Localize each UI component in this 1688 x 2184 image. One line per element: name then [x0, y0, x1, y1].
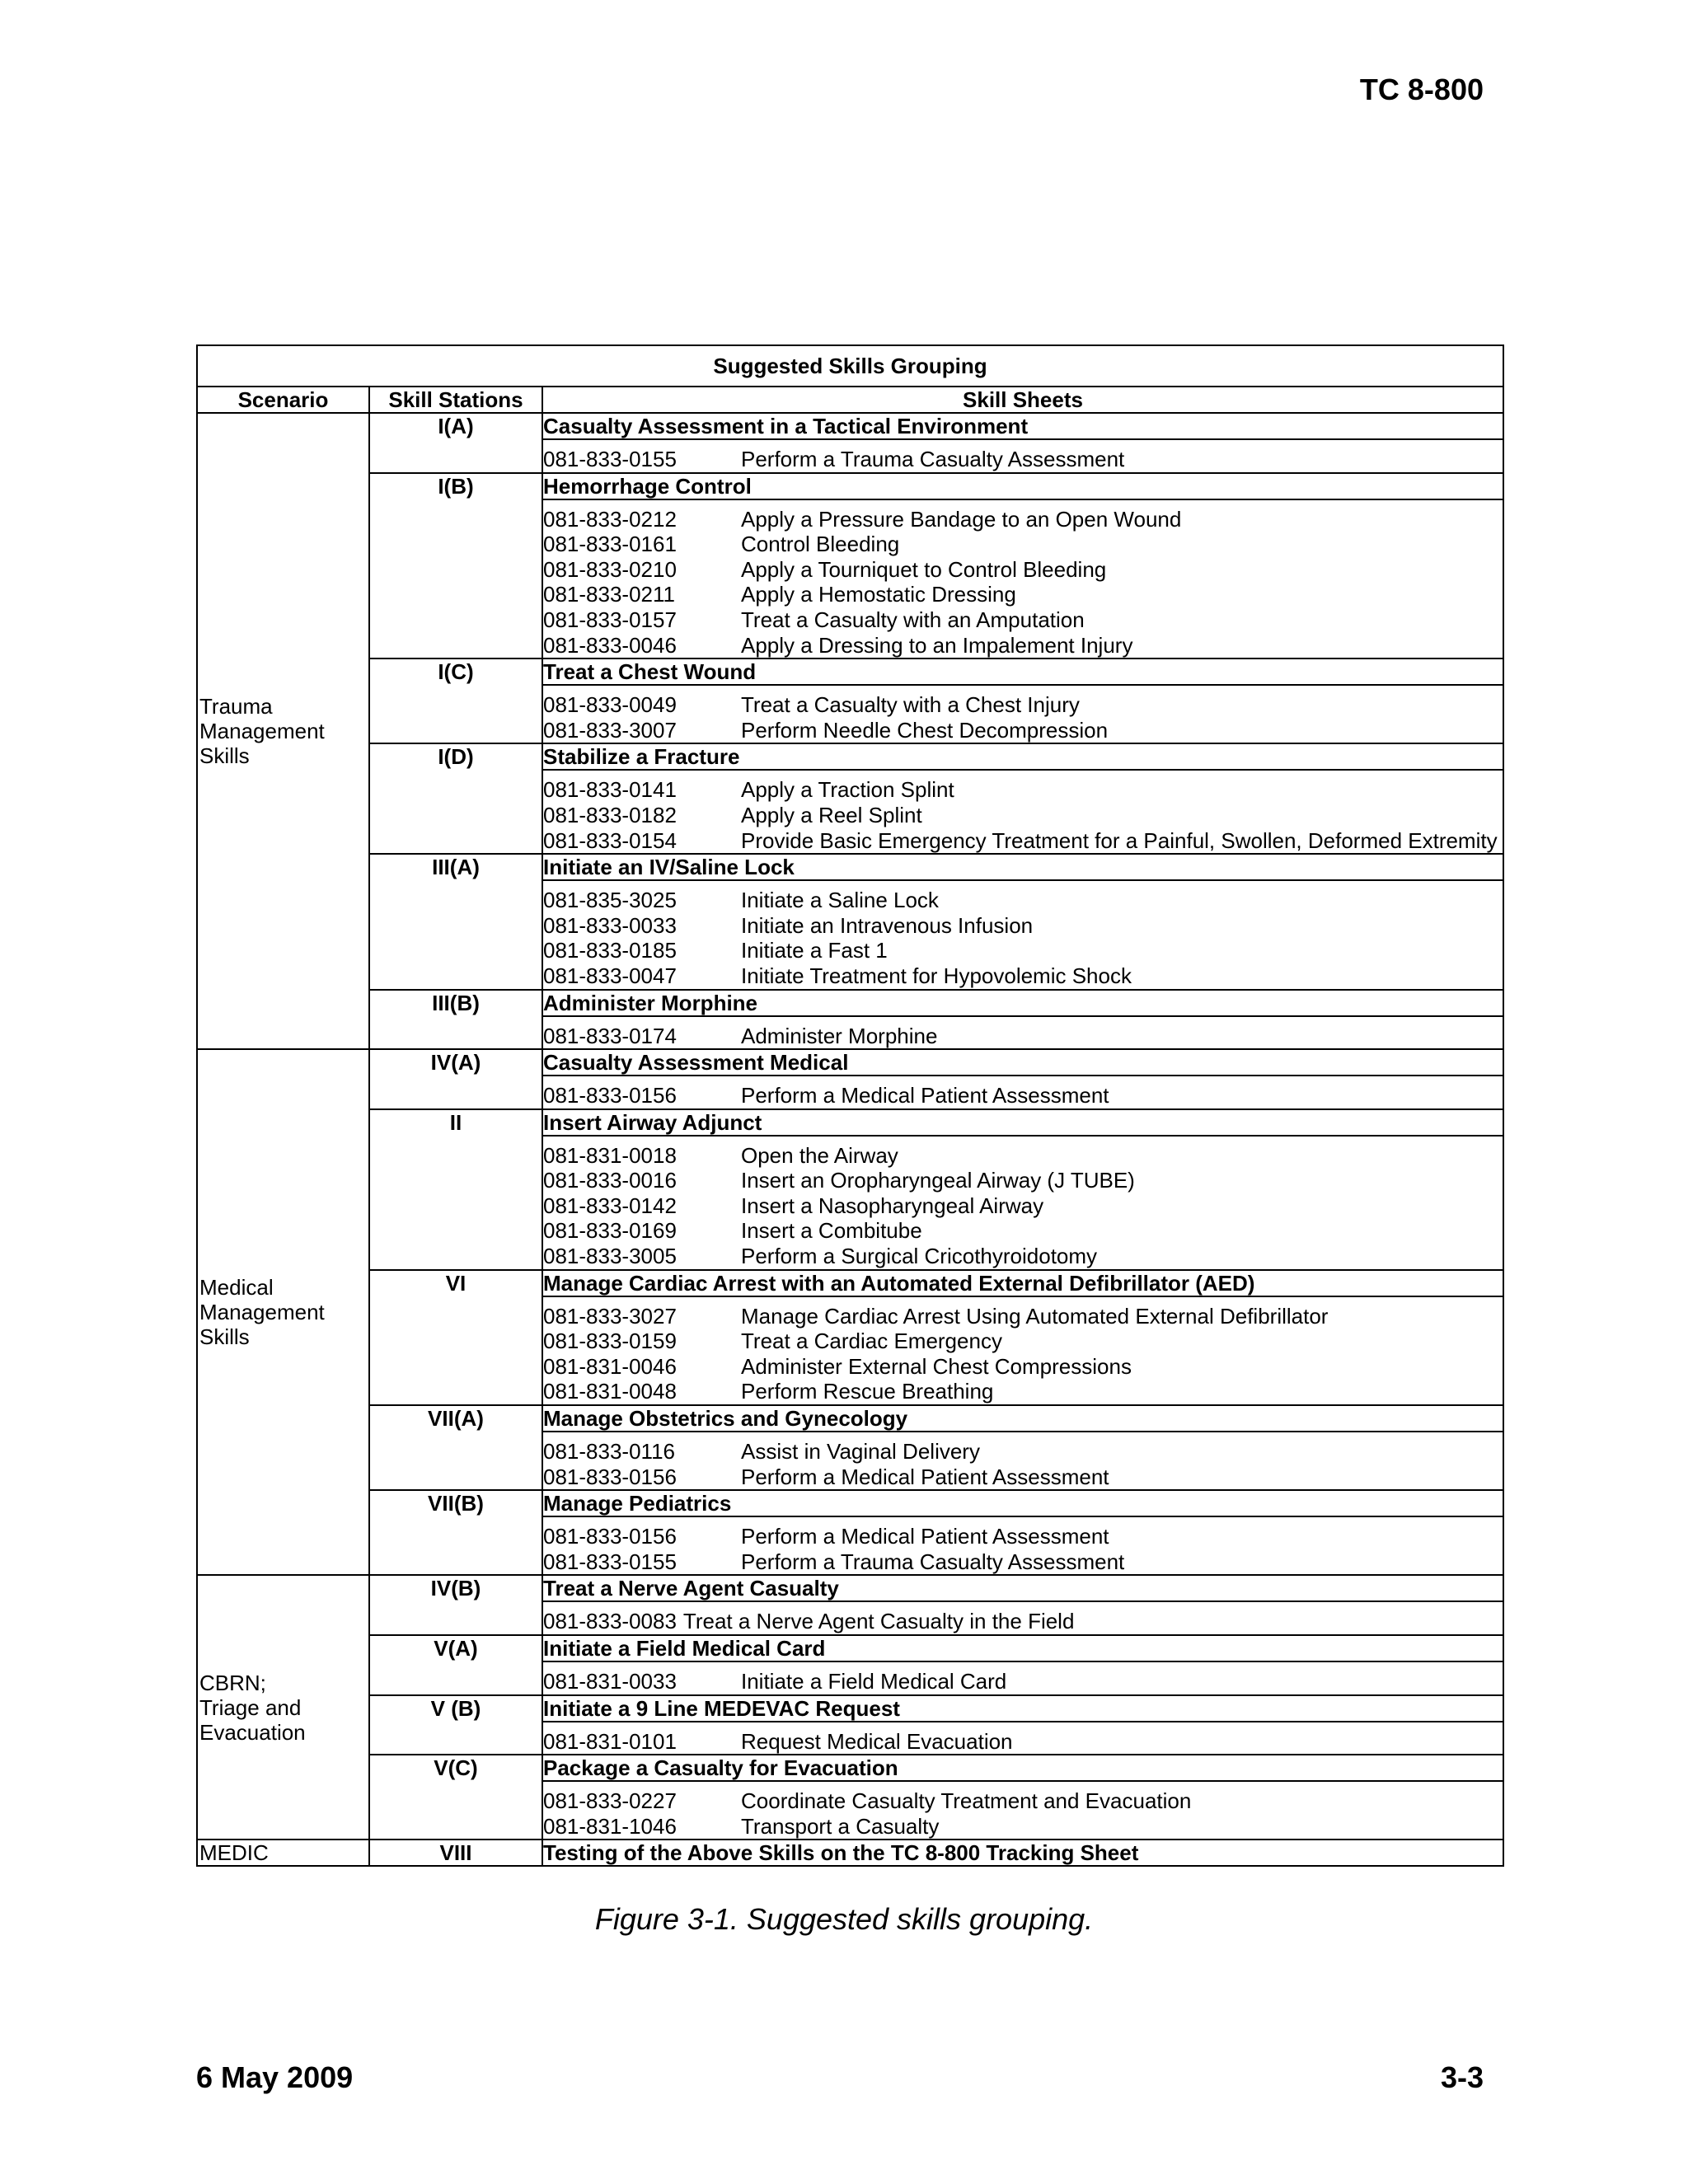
- skill-sheets-cell: [542, 1516, 1503, 1575]
- skill-sheet-item: [543, 1024, 1503, 1049]
- skill-sheet-code: 081-833-0116: [543, 1439, 675, 1465]
- skill-sheet-title: Insert a Combitube: [741, 1218, 922, 1244]
- skill-station-id: III(A): [369, 854, 542, 989]
- skill-sheet-item: [543, 888, 1503, 913]
- skill-sheets-cell: [542, 1136, 1503, 1270]
- skill-group-title: Casualty Assessment Medical: [542, 1049, 1503, 1076]
- skill-station-id: II: [369, 1109, 542, 1270]
- skill-sheet-code: 081-833-0046: [543, 632, 677, 658]
- skill-group-title: Manage Pediatrics: [542, 1490, 1503, 1516]
- skill-sheet-title: Perform a Medical Patient Assessment: [741, 1464, 1109, 1489]
- skill-sheet-title: Apply a Pressure Bandage to an Open Wound: [741, 506, 1182, 532]
- skill-sheet-code: 081-831-0046: [543, 1353, 677, 1379]
- skill-sheet-code: 081-835-3025: [543, 888, 677, 913]
- skill-sheets-cell: [542, 880, 1503, 989]
- skill-group-title: Administer Morphine: [542, 990, 1503, 1016]
- skill-sheet-title: Perform Needle Chest Decompression: [741, 717, 1109, 743]
- skill-sheet-code: 081-833-0141: [543, 777, 677, 803]
- skill-sheet-code: 081-833-0049: [543, 692, 677, 718]
- skill-sheet-code: 081-833-0182: [543, 802, 677, 827]
- skill-station-id: V(A): [369, 1635, 542, 1695]
- skill-sheet-title: Perform a Trauma Casualty Assessment: [741, 1549, 1125, 1574]
- page-number: 3-3: [1440, 2060, 1484, 2094]
- skill-sheet-item: [543, 532, 1503, 557]
- station-title-row: [197, 1405, 1503, 1432]
- column-header-row: [197, 387, 1503, 413]
- skill-sheet-item: [543, 1729, 1503, 1755]
- column-header-scenario: Scenario: [197, 387, 369, 413]
- skill-sheet-title: Initiate a Fast 1: [741, 938, 888, 963]
- skill-sheet-code: 081-833-3007: [543, 717, 677, 743]
- skill-sheet-title: Initiate Treatment for Hypovolemic Shock: [741, 963, 1132, 988]
- skill-sheet-title: Apply a Dressing to an Impalement Injury: [741, 632, 1133, 658]
- skill-sheet-title: Apply a Reel Splint: [741, 802, 922, 827]
- skill-sheet-code: 081-833-3005: [543, 1244, 677, 1269]
- skill-sheet-title: Transport a Casualty: [741, 1813, 940, 1839]
- skill-sheets-cell: [542, 685, 1503, 743]
- station-title-row: [197, 854, 1503, 880]
- column-header-skill-stations: Skill Stations: [369, 387, 542, 413]
- skill-sheet-code: 081-831-0101: [543, 1728, 677, 1754]
- skill-sheet-title: Provide Basic Emergency Treatment for a Painful, Swollen, Deformed Extremity: [741, 827, 1498, 853]
- skill-sheet-item: [543, 1609, 1503, 1634]
- skill-sheet-code: 081-833-0156: [543, 1524, 677, 1549]
- skill-sheet-title: Treat a Nerve Agent Casualty in the Field: [682, 1609, 1075, 1634]
- skill-sheet-code: 081-833-0142: [543, 1193, 677, 1218]
- skill-sheet-title: Treat a Casualty with an Amputation: [741, 607, 1085, 632]
- skill-station-id: V(C): [369, 1755, 542, 1840]
- skill-group-title: Treat a Nerve Agent Casualty: [542, 1575, 1503, 1601]
- skill-sheet-code: 081-833-0156: [543, 1083, 677, 1108]
- station-title-row: [197, 1755, 1503, 1781]
- skill-station-id: IV(B): [369, 1575, 542, 1635]
- skill-sheet-item: [543, 447, 1503, 472]
- skill-sheet-item: [543, 692, 1503, 718]
- scenario-cell: Medical Management Skills: [197, 1049, 369, 1575]
- skill-sheets-cell: [542, 1601, 1503, 1635]
- skill-station-id: VII(B): [369, 1490, 542, 1575]
- skill-station-id: I(A): [369, 413, 542, 473]
- skill-sheet-code: 081-833-0033: [543, 912, 677, 938]
- station-title-row: [197, 1109, 1503, 1136]
- station-title-row: [197, 473, 1503, 499]
- table-caption: Suggested Skills Grouping: [197, 345, 1503, 387]
- skill-group-title: Manage Cardiac Arrest with an Automated External Defibrillator (AED): [542, 1270, 1503, 1296]
- skill-sheet-code: 081-833-0185: [543, 938, 677, 963]
- skill-sheet-title: Manage Cardiac Arrest Using Automated External Defibrillator: [741, 1303, 1329, 1329]
- skill-sheet-item: [543, 1083, 1503, 1108]
- skill-sheet-code: 081-833-0212: [543, 506, 677, 532]
- skill-sheet-code: 081-831-0033: [543, 1669, 677, 1694]
- skill-sheets-cell: [542, 1296, 1503, 1405]
- skill-sheet-title: Perform Rescue Breathing: [741, 1379, 994, 1404]
- skill-sheet-code: 081-833-0047: [543, 963, 677, 988]
- skill-sheet-item: [543, 1379, 1503, 1404]
- skill-sheet-code: 081-833-0174: [543, 1023, 677, 1048]
- skill-group-title: Casualty Assessment in a Tactical Environment: [542, 413, 1503, 439]
- skill-sheet-title: Insert a Nasopharyngeal Airway: [741, 1193, 1044, 1218]
- skill-sheet-item: [543, 963, 1503, 989]
- skill-sheet-title: Apply a Tourniquet to Control Bleeding: [741, 556, 1107, 582]
- skill-group-title: Insert Airway Adjunct: [542, 1109, 1503, 1136]
- skills-grouping-table: [196, 344, 1504, 1867]
- figure-caption: Figure 3-1. Suggested skills grouping.: [594, 1902, 1094, 1936]
- skill-group-title: Hemorrhage Control: [542, 473, 1503, 499]
- station-title-row: [197, 990, 1503, 1016]
- skill-sheet-code: 081-831-1046: [543, 1813, 677, 1839]
- skill-sheet-title: Treat a Cardiac Emergency: [741, 1329, 1002, 1354]
- skill-sheet-title: Initiate a Saline Lock: [741, 888, 939, 913]
- column-header-skill-sheets: Skill Sheets: [542, 387, 1503, 413]
- skill-station-id: I(C): [369, 658, 542, 743]
- skill-sheet-item: [543, 1814, 1503, 1840]
- skill-sheet-title: Initiate an Intravenous Infusion: [741, 912, 1034, 938]
- skill-sheet-title: Perform a Trauma Casualty Assessment: [741, 447, 1125, 471]
- skill-sheet-item: [543, 1354, 1503, 1380]
- skill-sheet-code: 081-833-3027: [543, 1303, 677, 1329]
- skill-sheet-code: 081-833-0154: [543, 827, 677, 853]
- station-title-row: [197, 1635, 1503, 1661]
- station-title-row: [197, 1270, 1503, 1296]
- station-title-row: [197, 658, 1503, 685]
- table-caption-row: [197, 345, 1503, 387]
- skill-sheets-cell: [542, 1722, 1503, 1755]
- skill-sheet-code: 081-833-0156: [543, 1464, 677, 1489]
- skill-sheet-code: 081-833-0211: [543, 582, 675, 607]
- skill-sheet-item: [543, 1439, 1503, 1465]
- skill-sheet-title: Assist in Vaginal Delivery: [741, 1439, 980, 1465]
- skill-sheet-item: [543, 1143, 1503, 1169]
- skill-sheets-cell: [542, 1781, 1503, 1840]
- scenario-cell: Trauma Management Skills: [197, 413, 369, 1049]
- skill-sheet-item: [543, 607, 1503, 633]
- skill-sheets-cell: [542, 770, 1503, 854]
- skill-sheet-code: 081-833-0210: [543, 556, 677, 582]
- skill-sheet-code: 081-833-0157: [543, 607, 677, 632]
- skill-sheet-item: [543, 1304, 1503, 1329]
- skill-sheet-code: 081-833-0155: [543, 447, 677, 471]
- skill-sheet-title: Administer Morphine: [741, 1023, 938, 1048]
- skill-sheet-item: [543, 507, 1503, 532]
- station-title-row: [197, 743, 1503, 770]
- skill-sheet-code: 081-833-0169: [543, 1218, 677, 1244]
- skill-sheet-title: Perform a Medical Patient Assessment: [741, 1083, 1109, 1108]
- skill-station-id: VII(A): [369, 1405, 542, 1490]
- skill-group-title: Testing of the Above Skills on the TC 8-800 Tracking Sheet: [542, 1840, 1503, 1866]
- skill-group-title: Treat a Chest Wound: [542, 658, 1503, 685]
- skill-sheet-code: 081-833-0083: [543, 1609, 677, 1634]
- skill-sheet-item: [543, 803, 1503, 828]
- skill-sheet-code: 081-831-0018: [543, 1142, 677, 1168]
- skill-group-title: Manage Obstetrics and Gynecology: [542, 1405, 1503, 1432]
- station-title-row: [197, 1049, 1503, 1076]
- skill-sheets-cell: [542, 1661, 1503, 1695]
- skill-group-title: Initiate an IV/Saline Lock: [542, 854, 1503, 880]
- scenario-cell: CBRN; Triage and Evacuation: [197, 1575, 369, 1840]
- skill-sheets-cell: [542, 439, 1503, 473]
- skill-sheet-title: Request Medical Evacuation: [741, 1728, 1013, 1754]
- skill-station-id: VI: [369, 1270, 542, 1405]
- skill-sheet-title: Coordinate Casualty Treatment and Evacuation: [741, 1788, 1192, 1814]
- skill-sheet-item: [543, 1218, 1503, 1244]
- skill-group-title: Package a Casualty for Evacuation: [542, 1755, 1503, 1781]
- skill-station-id: I(D): [369, 743, 542, 854]
- skill-sheet-title: Control Bleeding: [741, 532, 900, 557]
- skill-station-id: III(B): [369, 990, 542, 1050]
- skill-group-title: Stabilize a Fracture: [542, 743, 1503, 770]
- skill-group-title: Initiate a 9 Line MEDEVAC Request: [542, 1695, 1503, 1722]
- skill-sheet-item: [543, 1669, 1503, 1694]
- scenario-cell: MEDIC: [197, 1840, 369, 1866]
- skill-sheet-title: Perform a Medical Patient Assessment: [741, 1524, 1109, 1549]
- skill-sheet-title: Administer External Chest Compressions: [741, 1353, 1132, 1379]
- skill-sheet-item: [543, 1524, 1503, 1549]
- skill-sheet-item: [543, 1168, 1503, 1193]
- skill-sheet-item: [543, 633, 1503, 658]
- document-id: TC 8-800: [1359, 73, 1484, 106]
- station-title-row: [197, 1840, 1503, 1866]
- skill-sheet-title: Initiate a Field Medical Card: [741, 1669, 1007, 1694]
- station-title-row: [197, 1490, 1503, 1516]
- skill-sheet-item: [543, 913, 1503, 939]
- skill-sheet-code: 081-831-0048: [543, 1379, 677, 1404]
- skill-sheet-title: Apply a Hemostatic Dressing: [741, 582, 1016, 607]
- skill-sheet-item: [543, 718, 1503, 743]
- skill-sheet-item: [543, 938, 1503, 963]
- skill-sheet-title: Perform a Surgical Cricothyroidotomy: [741, 1244, 1098, 1269]
- skill-sheet-title: Apply a Traction Splint: [741, 777, 954, 803]
- station-title-row: [197, 1575, 1503, 1601]
- skill-sheet-item: [543, 777, 1503, 803]
- skill-sheet-title: Treat a Casualty with a Chest Injury: [741, 692, 1080, 718]
- skill-sheet-code: 081-833-0227: [543, 1788, 677, 1814]
- skill-sheet-item: [543, 1549, 1503, 1575]
- skill-sheet-title: Open the Airway: [741, 1142, 898, 1168]
- skill-sheet-title: Insert an Oropharyngeal Airway (J TUBE): [741, 1168, 1135, 1193]
- skill-sheet-code: 081-833-0161: [543, 532, 677, 557]
- skill-sheet-item: [543, 1244, 1503, 1269]
- skill-sheet-item: [543, 1193, 1503, 1219]
- skill-sheet-item: [543, 557, 1503, 583]
- skill-sheet-item: [543, 1788, 1503, 1814]
- page-date: 6 May 2009: [196, 2060, 354, 2094]
- skill-sheet-item: [543, 1465, 1503, 1490]
- skill-group-title: Initiate a Field Medical Card: [542, 1635, 1503, 1661]
- skill-sheet-code: 081-833-0016: [543, 1168, 677, 1193]
- skill-sheets-cell: [542, 1432, 1503, 1490]
- skill-sheets-cell: [542, 1076, 1503, 1109]
- skill-station-id: VIII: [369, 1840, 542, 1866]
- skill-sheets-cell: [542, 1016, 1503, 1050]
- skill-sheet-item: [543, 1329, 1503, 1354]
- skill-station-id: V (B): [369, 1695, 542, 1755]
- skill-station-id: IV(A): [369, 1049, 542, 1109]
- skill-sheet-code: 081-833-0159: [543, 1329, 677, 1354]
- station-title-row: [197, 1695, 1503, 1722]
- skill-sheet-item: [543, 828, 1503, 854]
- skill-sheet-item: [543, 582, 1503, 607]
- skill-sheet-code: 081-833-0155: [543, 1549, 677, 1574]
- skill-sheets-cell: [542, 499, 1503, 659]
- station-title-row: [197, 413, 1503, 439]
- skill-station-id: I(B): [369, 473, 542, 659]
